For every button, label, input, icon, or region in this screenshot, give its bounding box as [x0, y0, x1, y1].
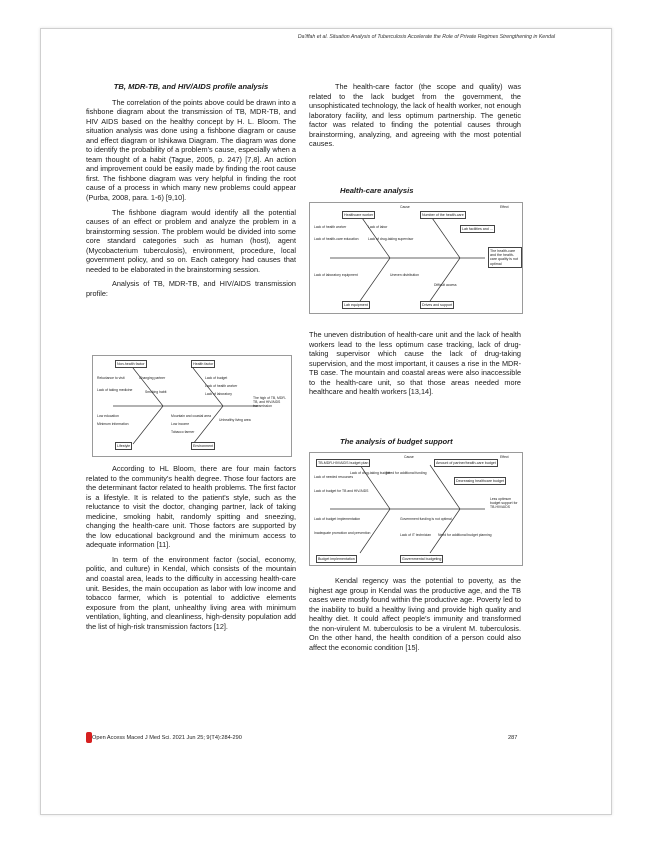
diagram-label: Lack of health-care education [314, 237, 359, 241]
diagram-header: Cause [400, 205, 410, 209]
diagram-label: Lack of drug-taking supervisor [368, 237, 414, 241]
paragraph: The uneven distribution of health-care unit and the lack of health workers lead to the less optimum case tracking, lack of drug-taking supervisor which cause the lack of drug-taking supervision, and the most important, it causes a rise in the MDR-TB case. The mountain and coastal areas were also inaccessible to the health-care unit, so that those areas needed more healthcare and health workers [13,14]. [309, 330, 521, 397]
running-head: Da'iffah et al. Situation Analysis of Tuberculosis Accelerate the Role of Private Regimes Strengthening in Kendal [297, 34, 555, 40]
diagram-effect: Less optimum budget support for TB-HIV/AIDS [490, 497, 518, 509]
diagram-box: Drives and support [420, 301, 454, 309]
fishbone-figure-tb-profile [92, 355, 292, 457]
diagram-label: Need for additional budget planning [438, 533, 492, 537]
paragraph: Kendal regency was the potential to poverty, as the highest age group in Kendal was the productive age, and the TB cases were mostly found within the productive age. Poverty led to the inability to build a healthy living and provide high quality and healthy diet. It could affect people's immunity and transformed the non-virulent M. tuberculosis to be a virulent M. tuberculosis. On the other hand, the health condition of a person could also affect the economic condition [15]. [309, 576, 521, 652]
diagram-label: Lack of budget implementation [314, 517, 361, 521]
diagram-box: TB-MDR-HIV/AIDS budget plan [316, 459, 370, 467]
diagram-header: Effect [500, 205, 509, 209]
diagram-box: Decreasing healthcare budget [454, 477, 506, 485]
diagram-label: Lack of budget [205, 376, 228, 380]
section-title: TB, MDR-TB, and HIV/AIDS profile analysis [113, 82, 269, 91]
diagram-label: Lack of taking medicine [97, 388, 133, 392]
diagram-label: Reluctance to visit [97, 376, 125, 380]
figure-title: Health-care analysis [340, 186, 414, 195]
diagram-label: Lack of drug-taking budget [350, 471, 391, 475]
figure-title: The analysis of budget support [340, 437, 453, 446]
diagram-header: Effect [500, 455, 509, 459]
right-column-middle [309, 330, 521, 402]
fishbone-lines [310, 453, 522, 565]
diagram-box: The health-care and the health-care quality is not optimal [488, 247, 522, 268]
diagram-label: Lack of labor [368, 225, 388, 229]
diagram-label: Low income [171, 422, 190, 426]
diagram-box: Budget implementation [316, 555, 357, 563]
diagram-label: Lack of IT technician [400, 533, 432, 537]
fishbone-figure-budget [309, 452, 523, 566]
diagram-label: Minimum information [97, 422, 129, 426]
paragraph: Analysis of TB, MDR-TB, and HIV/AIDS transmission profile: [86, 279, 296, 298]
diagram-label: Difficult access [434, 283, 457, 287]
page-number: 287 [508, 735, 518, 741]
diagram-label: Inadequate promotion and prevention [314, 531, 371, 535]
diagram-box: Healthcare worker [342, 211, 375, 219]
diagram-box: Environment [191, 442, 215, 450]
diagram-label: Smoking habit [145, 390, 167, 394]
diagram-box: Health factor [191, 360, 215, 368]
left-column-lower [86, 464, 296, 636]
diagram-label: Unhealthy living area [219, 418, 251, 422]
diagram-label: Lack of health worker [314, 225, 347, 229]
diagram-box: Lab facilities and ... [460, 225, 495, 233]
diagram-label: Lack of laboratory equipment [314, 273, 358, 277]
diagram-label: Changing partner [139, 376, 166, 380]
diagram-box: Lab equipment [342, 301, 370, 309]
diagram-effect: The high of TB, MDR-TB, and HIV/AIDS transmission [253, 396, 286, 408]
paragraph: The health-care factor (the scope and quality) was related to the lack budget from the government, the unsophisticated technology, the lack of health worker, not enough laboratory facility, and less optimum partnership. The genetic factor was related to finding the potential causes through brainstorming, analyzing, and agreeing with the most potential causes. [309, 82, 521, 149]
diagram-label: Uneven distribution [390, 273, 420, 277]
diagram-label: Lack of budget for TB and HIV/AIDS [314, 489, 369, 493]
diagram-label: Low education [97, 414, 119, 418]
right-column-lower [309, 576, 521, 657]
diagram-box: Governmental budgeting [400, 555, 443, 563]
diagram-box: Amount of partner/health-care budget [434, 459, 498, 467]
diagram-label: Lack of health worker [205, 384, 238, 388]
diagram-box: Non-health factor [115, 360, 147, 368]
diagram-label: Tobacco farmer [171, 430, 195, 434]
diagram-label: Lack of needed resources [314, 475, 354, 479]
diagram-label: Need for additional funding [386, 471, 427, 475]
diagram-label: Government funding is not optimal [400, 517, 452, 521]
diagram-label: Mountain and coastal area [171, 414, 211, 418]
diagram-header: Cause [404, 455, 414, 459]
footer-journal: Open Access Maced J Med Sci. 2021 Jun 25; 9(T4):284-290 [92, 735, 242, 741]
paragraph: The correlation of the points above could be drawn into a fishbone diagram about the transmission of TB, MDR-TB, and HIV AIDS based on the healthy concept by H. L. Bloom. The situation analysis was done using a fishbone diagram or cause and effect diagram or Ishikawa Diagram. The diagram was done to identify the probability of a problem's cause, especially when a team thought of a habit (Tague, 2005, p. 247) [7,8]. An action and improvement could be easily made by finding the root cause first. The fishbone diagram was very helpful in finding the root cause of a process in which many new problems could appear (Purba, 2008, para. 1-6) [9,10]. [86, 97, 296, 203]
diagram-box: Number of the health-care [420, 211, 466, 219]
fishbone-figure-healthcare [309, 202, 523, 314]
paragraph: According to HL Bloom, there are four main factors related to the community's health degree. Those four factors are the determinant factor related to health problems. The first factor is a lifestyle. It is related to the patient's style, such as the reluctance to visit the doctor, changing partner, lack of taking medicine, smoking habit, randomly spitting and sneezing, changing the health-care unit. Those factors are supported by the low educational background and the minimum access to adequate information [11]. [86, 464, 296, 550]
diagram-box: Lifestyle [115, 442, 132, 450]
left-column [86, 82, 296, 303]
paragraph: The fishbone diagram would identify all the potential causes of an effect or problem and analyze the problem in a brainstorming session. The problem would be divided into some core standard categories such as human (host), agent (Mycobacterium tuberculosis), environment, procedure, local government policy, and so on. Each category had causes that needed to be elaborated in the brainstorming session. [86, 207, 296, 274]
paragraph: In term of the environment factor (social, economy, politic, and culture) in Kendal, which consists of the mountain and coastal area, leads to the difficulty in accessing health-care unit. Besides, the main occupation as labor with low income and tobacco farmer, which is potential to addictive elements exposure from the plant, unhealthy living area with minimum ventilation, lighting, and cleanliness, high-density population add the list of high-risk transmission factors [12]. [86, 554, 296, 631]
diagram-label: Lack of laboratory [205, 392, 232, 396]
right-column [309, 82, 521, 154]
